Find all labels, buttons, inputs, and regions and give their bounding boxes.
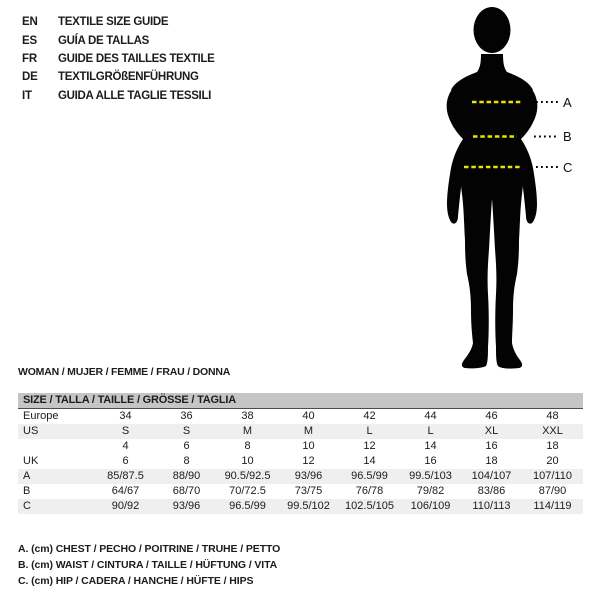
- legend-line: B. (cm) WAIST / CINTURA / TAILLE / HÜFTUNG / VITA: [18, 558, 278, 571]
- row-label: [18, 439, 95, 454]
- size-cell: 18: [546, 440, 559, 452]
- size-cell: 96.5/99: [229, 500, 266, 512]
- size-cell: 96.5/99: [351, 470, 388, 482]
- size-cell: 87/90: [538, 485, 567, 497]
- measurement-legend: [18, 542, 280, 589]
- size-cell: 42: [363, 410, 376, 422]
- table-row: [18, 424, 583, 439]
- table-row: [18, 454, 583, 469]
- size-cell: 64/67: [111, 485, 140, 497]
- size-cell: 6: [183, 440, 190, 452]
- size-cell: 8: [244, 440, 251, 452]
- size-cell: 114/119: [533, 500, 572, 512]
- language-title: GUIDE DES TAILLES TEXTILE: [58, 52, 215, 65]
- size-cell: 34: [119, 410, 132, 422]
- size-cell: 18: [485, 455, 498, 467]
- size-cell: XXL: [542, 425, 563, 437]
- size-cell: 104/107: [471, 470, 512, 482]
- size-cell: 73/75: [294, 485, 323, 497]
- section-title: WOMAN / MUJER / FEMME / FRAU / DONNA: [18, 366, 231, 378]
- row-label: Europe: [23, 410, 59, 422]
- language-code: IT: [22, 89, 32, 102]
- size-cell: 90.5/92.5: [224, 470, 271, 482]
- size-cell: 93/96: [172, 500, 201, 512]
- size-cell: L: [366, 425, 373, 437]
- language-row: [22, 31, 215, 49]
- size-cell: 83/86: [477, 485, 506, 497]
- row-label: A: [23, 470, 31, 482]
- size-cell: 38: [241, 410, 254, 422]
- language-title: TEXTILGRÖßENFÜHRUNG: [58, 71, 199, 84]
- table-row: [18, 499, 583, 514]
- language-row: [22, 13, 215, 31]
- size-cell: M: [242, 425, 253, 437]
- language-code: FR: [22, 52, 37, 65]
- size-cell: 88/90: [172, 470, 201, 482]
- legend-line: A. (cm) CHEST / PECHO / POITRINE / TRUHE / PETTO: [18, 543, 281, 555]
- size-cell: 48: [546, 410, 559, 422]
- language-code: ES: [22, 34, 37, 47]
- size-cell: 90/92: [111, 500, 140, 512]
- size-cell: 46: [485, 410, 498, 422]
- size-cell: 107/110: [533, 470, 572, 482]
- size-cell: S: [121, 425, 130, 437]
- size-cell: 16: [485, 440, 498, 452]
- head-shape: [474, 7, 511, 53]
- row-label: UK: [23, 455, 39, 467]
- language-title: TEXTILE SIZE GUIDE: [58, 16, 169, 29]
- language-code: DE: [22, 71, 38, 84]
- size-cell: XL: [484, 425, 499, 437]
- size-cell: 16: [424, 455, 437, 467]
- size-cell: 99.5/102: [287, 500, 330, 512]
- size-cell: 10: [241, 455, 254, 467]
- size-cell: 10: [302, 440, 315, 452]
- row-label: C: [23, 500, 31, 512]
- size-cell: 106/109: [410, 500, 451, 512]
- language-title: GUÍA DE TALLAS: [58, 34, 149, 47]
- language-title: GUIDA ALLE TAGLIE TESSILI: [58, 89, 212, 102]
- size-cell: 93/96: [294, 470, 323, 482]
- size-cell: 36: [180, 410, 193, 422]
- hip-label: C: [563, 160, 573, 175]
- size-cell: 70/72.5: [229, 485, 266, 497]
- table-row: [18, 439, 583, 454]
- language-row: [22, 68, 215, 86]
- size-cell: 14: [424, 440, 437, 452]
- row-label: US: [23, 425, 39, 437]
- language-title-block: [22, 13, 215, 105]
- table-row: [18, 484, 583, 499]
- language-row: [22, 50, 215, 68]
- size-cell: 4: [122, 440, 129, 452]
- size-cell: 79/82: [416, 485, 445, 497]
- table-row: [18, 469, 583, 484]
- language-code: EN: [22, 16, 38, 29]
- woman-silhouette: [447, 7, 538, 369]
- size-cell: 102.5/105: [345, 500, 394, 512]
- size-cell: 20: [546, 455, 559, 467]
- chest-label: A: [563, 95, 572, 110]
- size-cell: 40: [302, 410, 315, 422]
- row-label: B: [23, 485, 31, 497]
- size-cell: L: [427, 425, 434, 437]
- size-cell: 14: [363, 455, 376, 467]
- size-table-body: [18, 409, 583, 514]
- size-table: [18, 393, 583, 514]
- size-cell: S: [182, 425, 191, 437]
- legend-line: C. (cm) HIP / CADERA / HANCHE / HÜFTE / HIPS: [18, 574, 254, 587]
- size-cell: M: [303, 425, 314, 437]
- size-cell: 99.5/103: [409, 470, 452, 482]
- size-cell: 85/87.5: [107, 470, 144, 482]
- size-table-header: SIZE / TALLA / TAILLE / GRÖSSE / TAGLIA: [18, 393, 583, 409]
- size-cell: 12: [302, 455, 315, 467]
- woman-silhouette-figure: [430, 0, 600, 376]
- table-row: [18, 409, 583, 424]
- size-cell: 68/70: [172, 485, 201, 497]
- size-cell: 44: [424, 410, 437, 422]
- size-cell: 8: [183, 455, 190, 467]
- size-cell: 12: [363, 440, 376, 452]
- waist-label: B: [563, 129, 572, 144]
- size-cell: 110/113: [472, 500, 511, 512]
- size-cell: 6: [122, 455, 129, 467]
- size-cell: 76/78: [355, 485, 384, 497]
- language-row: [22, 87, 215, 105]
